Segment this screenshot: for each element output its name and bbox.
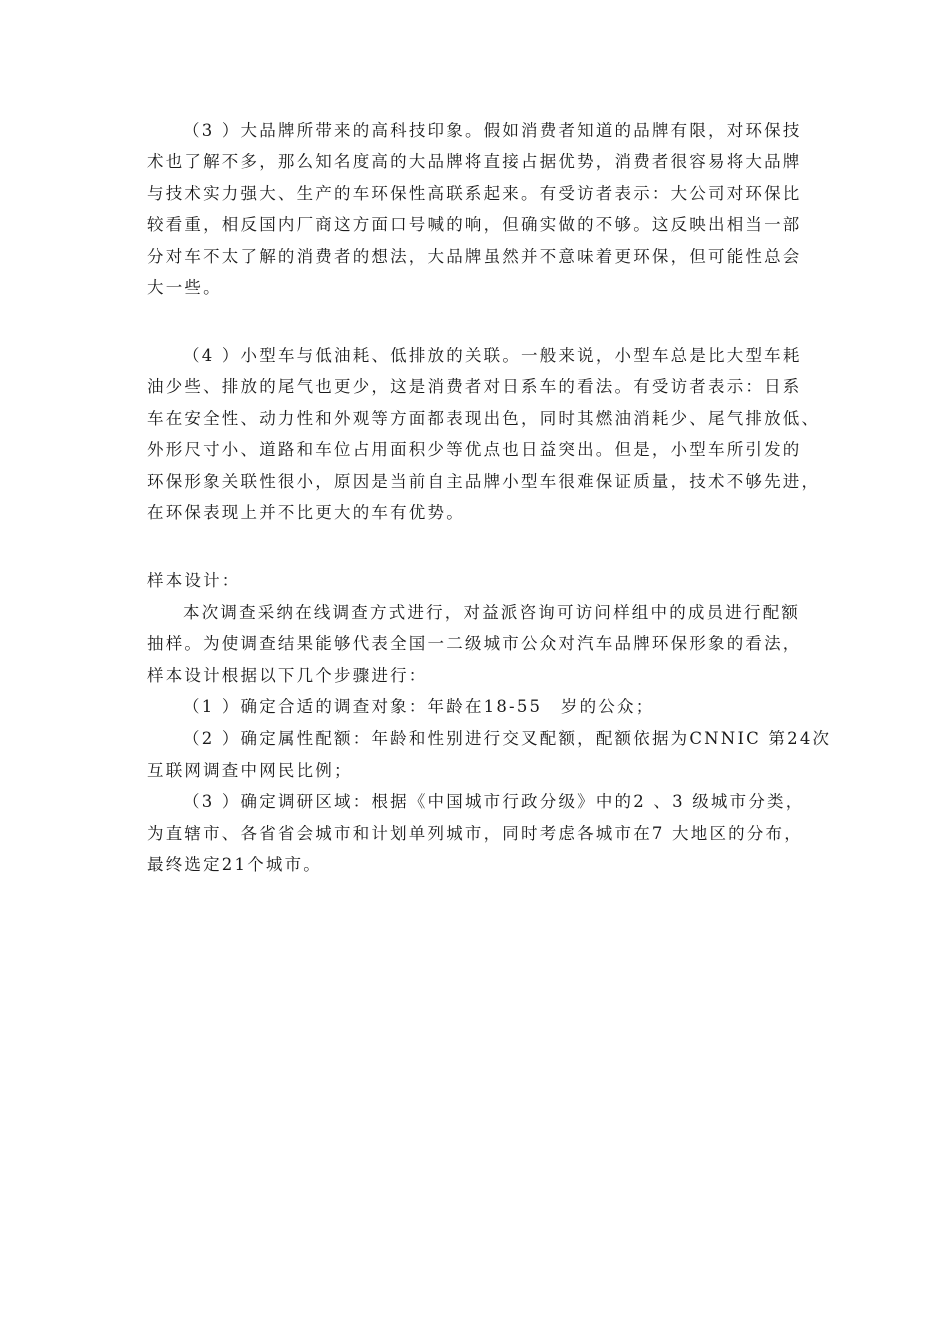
paragraph-4 — [147, 340, 821, 528]
paragraph-line: 与技术实力强大、生产的车环保性高联系起来。有受访者表示：大公司对环保比 — [147, 183, 802, 203]
step-3-line: 最终选定21个城市。 — [147, 855, 322, 875]
paragraph-3 — [147, 115, 817, 303]
paragraph-line: （4 ）小型车与低油耗、低排放的关联。一般来说，小型车总是比大型车耗 — [183, 346, 802, 365]
step-1-line: （1 ）确定合适的调查对象：年龄在18-55 岁的公众； — [183, 697, 655, 717]
paragraph-line: 样本设计根据以下几个步骤进行： — [147, 665, 428, 685]
paragraph-line: （3 ）大品牌所带来的高科技印象。假如消费者知道的品牌有限，对环保技 — [183, 121, 802, 140]
paragraph-line: 本次调查采纳在线调查方式进行，对益派咨询可访问样组中的成员进行配额 — [183, 602, 801, 622]
paragraph-line: 较看重，相反国内厂商这方面口号喊的响，但确实做的不够。这反映出相当一部 — [147, 215, 802, 235]
paragraph-line: 油少些、排放的尾气也更少，这是消费者对日系车的看法。有受访者表示：日系 — [147, 377, 802, 397]
step-2-line: 互联网调查中网民比例； — [147, 760, 353, 780]
sample-design-section — [147, 565, 832, 881]
paragraph-line: 在环保表现上并不比更大的车有优势。 — [147, 502, 465, 522]
paragraph-line: 术也了解不多，那么知名度高的大品牌将直接占据优势，消费者很容易将大品牌 — [147, 152, 802, 172]
paragraph-line: 环保形象关联性很小，原因是当前自主品牌小型车很难保证质量，技术不够先进， — [147, 471, 821, 491]
step-2-line: （2 ）确定属性配额：年龄和性别进行交叉配额，配额依据为CNNIC 第24次 — [183, 728, 832, 748]
paragraph-line: 大一些。 — [147, 277, 222, 297]
paragraph-line: 分对车不太了解的消费者的想法，大品牌虽然并不意味着更环保，但可能性总会 — [147, 246, 802, 266]
paragraph-line: 车在安全性、动力性和外观等方面都表现出色，同时其燃油消耗少、尾气排放低、 — [147, 408, 821, 428]
step-3-line: 为直辖市、各省省会城市和计划单列城市，同时考虑各城市在7 大地区的分布， — [147, 823, 803, 843]
section-heading: 样本设计： — [147, 571, 241, 590]
step-3-line: （3 ）确定调研区域：根据《中国城市行政分级》中的2 、3 级城市分类， — [183, 792, 805, 812]
paragraph-line: 外形尺寸小、道路和车位占用面积少等优点也日益突出。但是，小型车所引发的 — [147, 440, 802, 460]
paragraph-line: 抽样。为使调查结果能够代表全国一二级城市公众对汽车品牌环保形象的看法， — [147, 634, 802, 654]
